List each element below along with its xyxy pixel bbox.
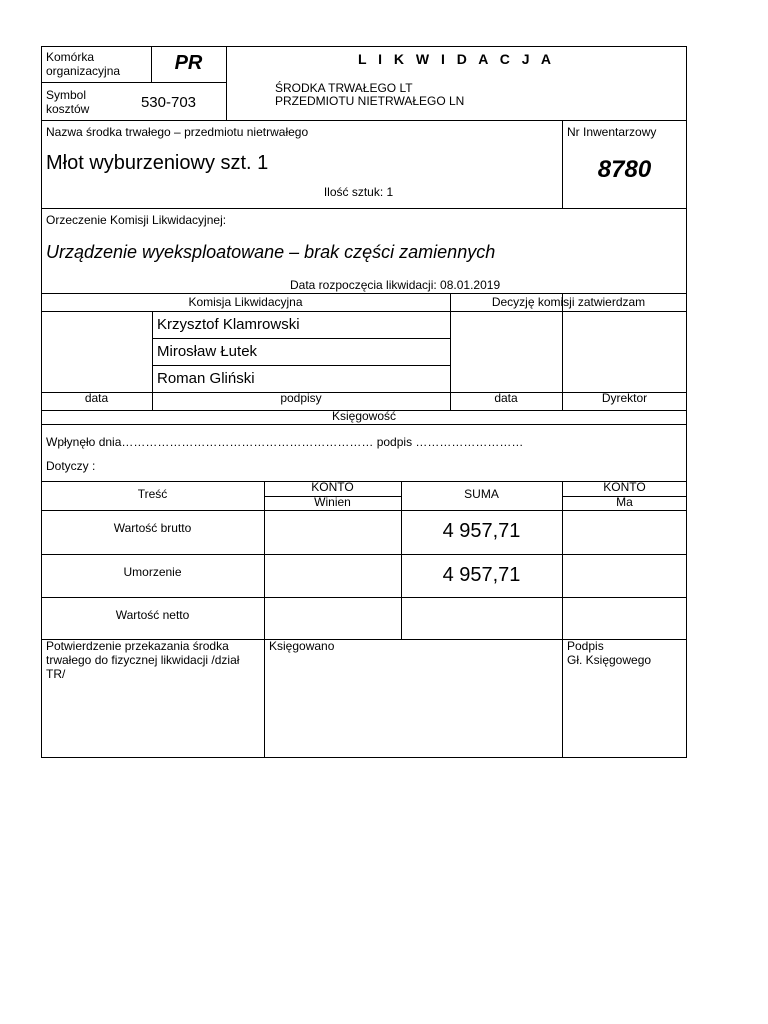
footer-date-label: data xyxy=(84,391,109,405)
footer-director-label: Dyrektor xyxy=(601,391,648,405)
concerns-label: Dotyczy : xyxy=(46,459,96,473)
verdict-value: Urządzenie wyeksploatowane – brak części zamiennych xyxy=(46,242,496,262)
cost-symbol-value: 530-703 xyxy=(140,94,197,111)
commission-member: Krzysztof Klamrowski xyxy=(157,316,300,333)
received-line: Wpłynęło dnia……………………………………………………… podpis ……………………… xyxy=(46,435,524,449)
unit-label: Komórka organizacyjna xyxy=(46,50,121,78)
sum-header: SUMA xyxy=(464,487,499,501)
footer-signatures-label: podpisy xyxy=(280,391,322,405)
chief-accountant-label: Gł. Księgowego xyxy=(567,653,652,667)
document-title: L I K W I D A C J A xyxy=(357,51,556,67)
unit-value: PR xyxy=(174,52,203,74)
commission-member: Mirosław Łutek xyxy=(157,343,258,360)
signature-label: Podpis xyxy=(567,639,604,653)
footer-date-label-2: data xyxy=(494,391,518,405)
cost-symbol-label: Symbol kosztów xyxy=(46,88,90,116)
ledger-row-label: Umorzenie xyxy=(123,565,182,579)
commission-header: Komisja Likwidacyjna xyxy=(188,295,303,309)
verdict-label: Orzeczenie Komisji Likwidacyjnej: xyxy=(46,213,227,227)
transfer-confirmation-label: Potwierdzenie przekazania środka trwałego do fizycznej likwidacji /dział TR/ xyxy=(46,639,240,681)
ledger-row-label: Wartość brutto xyxy=(113,521,192,535)
credit-account-label: KONTO xyxy=(603,480,646,494)
liquidation-form xyxy=(41,46,687,758)
accounting-header: Księgowość xyxy=(331,409,397,423)
inventory-number-value: 8780 xyxy=(597,156,652,183)
type-lt: ŚRODKA TRWAŁEGO LT xyxy=(275,81,413,95)
ledger-row-label: Wartość netto xyxy=(115,608,190,622)
debit-label: Winien xyxy=(314,495,351,509)
approval-header: Decyzję komisji zatwierdzam xyxy=(491,295,646,309)
asset-name-label: Nazwa środka trwałego – przedmiotu nietrwałego xyxy=(46,125,309,139)
quantity-text: Ilość sztuk: 1 xyxy=(323,185,394,199)
ledger-row-sum: 4 957,71 xyxy=(442,564,521,586)
liquidation-start-date: Data rozpoczęcia likwidacji: 08.01.2019 xyxy=(290,278,501,292)
debit-account-label: KONTO xyxy=(311,480,354,494)
ledger-row-sum: 4 957,71 xyxy=(442,520,521,542)
commission-member: Roman Gliński xyxy=(157,370,255,387)
content-header: Treść xyxy=(137,487,168,501)
inventory-number-label: Nr Inwentarzowy xyxy=(567,125,657,139)
type-ln: PRZEDMIOTU NIETRWAŁEGO LN xyxy=(275,94,465,108)
credit-label: Ma xyxy=(616,495,633,509)
booked-label: Księgowano xyxy=(269,639,335,653)
asset-name-value: Młot wyburzeniowy szt. 1 xyxy=(46,152,269,174)
